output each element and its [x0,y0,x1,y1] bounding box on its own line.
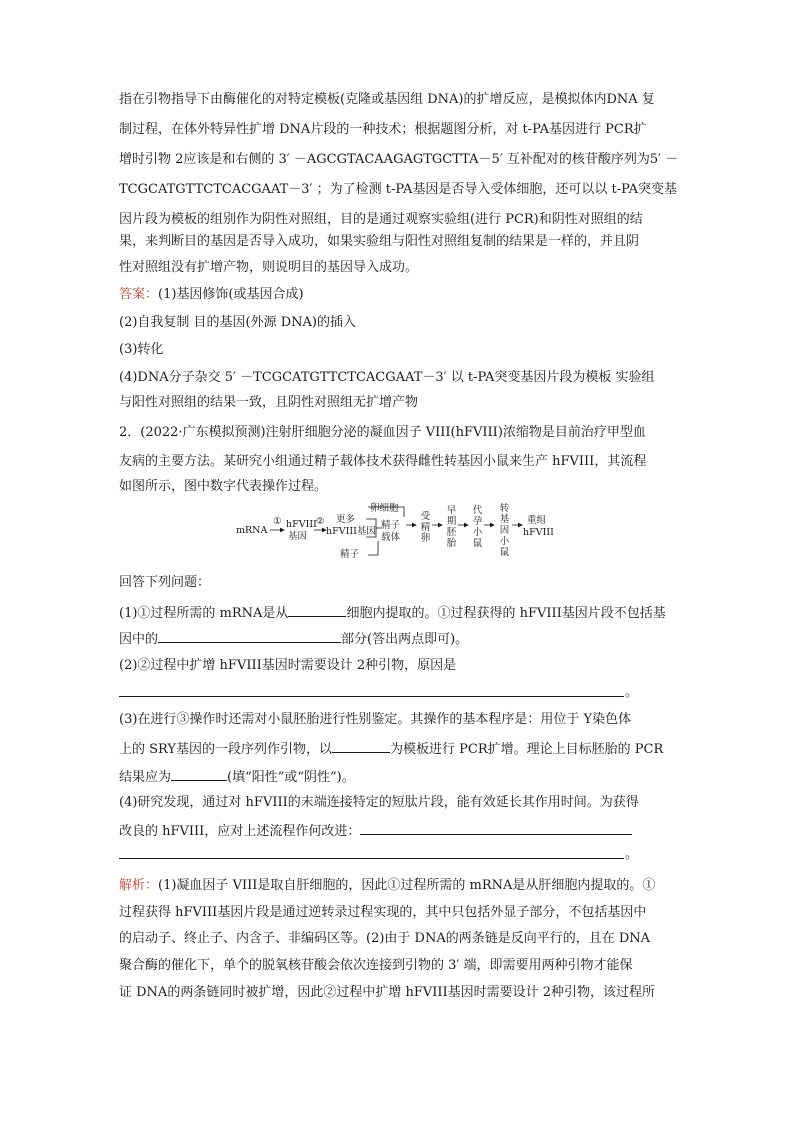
analysis-line-5: 证 DNA的两条链同时被扩增，因此②过程中扩增 hFVIII基因时需要设计 2种引物，该过程所 [119,985,656,1000]
explanation-line-3: 增时引物 2应该是和右侧的 3′ －AGCGTACAAGAGTGCTTA－5′ 互补配对的核苷酸序列为5′ － [119,152,679,167]
q2-answer-line[interactable] [119,696,624,697]
flowchart-arrows [236,503,566,565]
q4-line-1: (4)研究发现，通过对 hFVIII的末端连接特定的短肽片段，能有效延长其作用时间。为获得 [119,795,639,810]
flow-recombinant: 重组 [527,515,547,526]
flow-early-embryo: 早期胚胎 [446,505,457,549]
flow-step-1: ① [273,516,282,527]
question-prompt: 回答下列问题： [119,575,211,590]
analysis-line-3: 的启动子、终止子、内含子、非编码区等。(2)由于 DNA的两条链是反向平行的，且在 DNA [119,931,651,946]
q1-line-1 [119,602,666,624]
answer-label: 答案： [119,287,159,302]
flow-sperm-carrier-2: 载体 [381,532,401,543]
answer-line-2: (2)自我复制 目的基因(外源 DNA)的插入 [119,315,357,330]
question-stem-2: 友病的主要方法。某研究小组通过精子载体技术获得雌性转基因小鼠来生产 hFVIII，其流程 [119,454,647,469]
answer-text-1: (1)基因修饰(或基因合成) [158,287,304,302]
q1-answer-blank-1[interactable] [288,602,346,617]
flow-more-bottom: hFVIII基因 [326,526,376,537]
explanation-line-4: TCGCATGTTCTCACGAAT－3′ ；为了检测 t-PA基因是否导入受体细胞，还可以以 t-PA突变基 [119,182,678,197]
answer-line-1 [119,285,304,305]
analysis-line-4: 聚合酶的催化下，单个的脱氧核苷酸会依次连接到引物的 3′ 端，即需要用两种引物才能保 [119,958,633,973]
flow-fertilized-egg: 受精卵 [420,511,431,544]
analysis-line-1 [119,876,655,896]
q3-text-a: 上的 SRY基因的一段序列作引物，以 [119,742,333,757]
explanation-line-5: 因片段为模板的组别作为阴性对照组，目的是通过观察实验组(进行 PCR)和阴性对照组的结 [119,212,643,227]
flow-more-top: 更多 [336,514,356,525]
q1-text-a: (1)①过程所需的 mRNA是从 [119,606,289,621]
q1-text-c: 因中的 [119,632,159,647]
flow-gene-bottom: 基因 [288,531,308,542]
q1-text-b: 细胞内提取的。①过程获得的 hFVIII基因片段不包括基 [346,606,666,621]
flow-mrna: mRNA [236,525,268,536]
flow-product: hFVIII [523,527,554,538]
answer-line-4: (4)DNA分子杂交 5′ －TCGCATGTTCTCACGAAT－3′ 以 t-PA突变基因片段为模板 实验组 [119,370,655,385]
flowchart [236,503,566,565]
q3-text-d: (填“阳性”或“阴性”)。 [227,770,355,785]
q4-answer-blank-1[interactable] [360,820,632,835]
q3-text-c: 结果应为 [119,770,172,785]
flow-gene-top: hFVIII [286,519,317,530]
q3-text-b: 为模板进行 PCR扩增。理论上目标胚胎的 PCR [390,742,664,757]
q3-line-3 [119,766,355,788]
q3-line-1: (3)在进行③操作时还需对小鼠胚胎进行性别鉴定。其操作的基本程序是：用位于 Y染色体 [119,712,632,727]
flow-transgenic-mouse: 转基因小鼠 [499,503,510,558]
answer-line-3: (3)转化 [119,342,164,357]
q3-line-2 [119,738,663,760]
question-stem-1: 2．(2022·广东模拟预测)注射肝细胞分泌的凝血因子 VIII(hFVIII)浓缩物是目前治疗甲型血 [119,425,646,440]
q1-line-2 [119,628,468,650]
q4-end-mark: 。 [625,847,639,862]
question-stem-3: 如图所示，图中数字代表操作过程。 [119,479,328,494]
q1-text-d: 部分(答出两点即可)。 [341,632,469,647]
flow-step-2: ② [316,516,325,527]
q2-end-mark: 。 [625,685,639,700]
q3-answer-blank-1[interactable] [332,738,390,753]
analysis-text-1: (1)凝血因子 VIII是取自肝细胞的，因此①过程所需的 mRNA是从肝细胞内提取的。① [158,878,656,893]
explanation-line-2: 制过程，在体外特异性扩增 DNA片段的一种技术；根据题图分析，对 t-PA基因进行 PCR扩 [119,122,647,137]
q1-answer-blank-2[interactable] [158,628,341,643]
analysis-line-2: 过程获得 hFVIII基因片段是通过逆转录过程实现的，其中只包括外显子部分，不包括基因中 [119,905,647,920]
q2-line-1: (2)②过程中扩增 hFVIII基因时需要设计 2种引物，原因是 [119,658,457,673]
q4-line-2 [119,820,632,842]
flow-sperm: 精子 [340,549,360,560]
analysis-label: 解析： [119,878,159,893]
answer-line-5: 与阳性对照组的结果一致，且阴性对照组无扩增产物 [119,395,419,410]
flow-surrogate-mouse: 代孕小鼠 [472,505,483,549]
explanation-line-1: 指在引物指导下由酶催化的对特定模板(克隆或基因组 DNA)的扩增反应，是模拟体内DNA 复 [119,92,655,107]
flow-sperm-carrier: 精子 [381,520,401,531]
q4-answer-line[interactable] [119,858,624,859]
q3-answer-blank-2[interactable] [171,766,227,781]
flow-egg: 卵细胞 [370,503,399,514]
q4-text: 改良的 hFVIII，应对上述流程作何改进： [119,824,361,839]
explanation-line-7: 性对照组没有扩增产物，则说明目的基因导入成功。 [119,260,419,275]
explanation-line-6: 果，来判断目的基因是否导入成功，如果实验组与阳性对照组复制的结果是一样的，并且阴 [119,234,640,249]
